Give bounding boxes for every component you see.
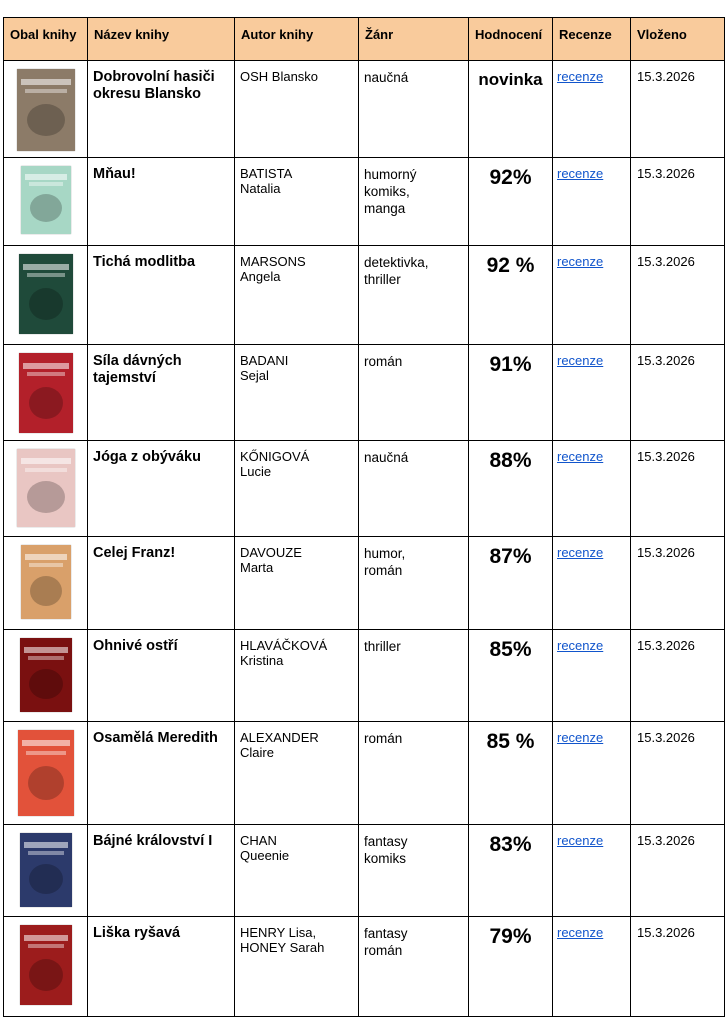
- book-author: [235, 917, 359, 1017]
- fox-crown-cover: [20, 925, 72, 1005]
- review-cell: [553, 630, 631, 722]
- review-cell: [553, 246, 631, 345]
- date-added: 15.3.2026: [631, 246, 725, 345]
- header-date: Vloženo: [631, 18, 725, 61]
- cover-cell: [4, 630, 88, 722]
- book-cover-image: [20, 925, 72, 1005]
- book-author: [235, 61, 359, 158]
- book-title: Síla dávných tajemství: [88, 345, 235, 441]
- book-title: Tichá modlitba: [88, 246, 235, 345]
- author-line: DAVOUZE: [240, 545, 302, 560]
- review-cell: [553, 345, 631, 441]
- author-line: MARSONS: [240, 254, 306, 269]
- genre-line: manga: [364, 201, 406, 216]
- book-title: Mňau!: [88, 158, 235, 246]
- author-line: ALEXANDER: [240, 730, 319, 745]
- table-row: [4, 630, 725, 722]
- review-link[interactable]: recenze: [557, 545, 604, 560]
- author-line: Queenie: [240, 848, 290, 863]
- book-title: Osamělá Meredith: [88, 722, 235, 825]
- book-title: Bájné království I: [88, 825, 235, 917]
- book-genre: [359, 537, 469, 630]
- book-rating: 91%: [469, 345, 553, 441]
- table-row: [4, 158, 725, 246]
- header-author: Autor knihy: [235, 18, 359, 61]
- book-author: [235, 158, 359, 246]
- book-cover-image: [20, 833, 72, 907]
- review-link[interactable]: recenze: [557, 166, 604, 181]
- table-row: [4, 61, 725, 158]
- sword-cover: [20, 638, 72, 712]
- book-author: [235, 345, 359, 441]
- cover-cell: [4, 345, 88, 441]
- genre-line: thriller: [364, 639, 401, 654]
- cover-cell: [4, 917, 88, 1017]
- author-line: KŐNIGOVÁ: [240, 449, 310, 464]
- table-row: [4, 917, 725, 1017]
- dark-thriller-cover: [19, 254, 73, 334]
- review-cell: [553, 825, 631, 917]
- genre-line: detektivka,: [364, 255, 429, 270]
- review-link[interactable]: recenze: [557, 638, 604, 653]
- header-genre: Žánr: [359, 18, 469, 61]
- cover-cell: [4, 722, 88, 825]
- author-line: BADANI: [240, 353, 289, 368]
- genre-line: román: [364, 563, 403, 578]
- book-rating: 92 %: [469, 246, 553, 345]
- table-row: [4, 537, 725, 630]
- table-row: [4, 345, 725, 441]
- author-line: Kristina: [240, 653, 284, 668]
- book-genre: [359, 441, 469, 537]
- date-added: 15.3.2026: [631, 722, 725, 825]
- review-cell: [553, 61, 631, 158]
- header-rating: Hodnocení: [469, 18, 553, 61]
- date-added: 15.3.2026: [631, 61, 725, 158]
- review-cell: [553, 441, 631, 537]
- book-rating: 88%: [469, 441, 553, 537]
- date-added: 15.3.2026: [631, 441, 725, 537]
- book-rating: novinka: [469, 61, 553, 158]
- book-rating: 79%: [469, 917, 553, 1017]
- date-added: 15.3.2026: [631, 345, 725, 441]
- author-line: Claire: [240, 745, 274, 760]
- cover-cell: [4, 61, 88, 158]
- author-line: BATISTA: [240, 166, 293, 181]
- header-title: Název knihy: [88, 18, 235, 61]
- cover-cell: [4, 246, 88, 345]
- date-added: 15.3.2026: [631, 917, 725, 1017]
- book-cover-image: [18, 730, 74, 816]
- table-row: [4, 722, 725, 825]
- genre-line: naučná: [364, 70, 409, 85]
- book-cover-image: [21, 166, 71, 234]
- author-line: Lucie: [240, 464, 272, 479]
- cover-cell: [4, 825, 88, 917]
- genre-line: román: [364, 943, 403, 958]
- book-genre: [359, 917, 469, 1017]
- table-row: [4, 246, 725, 345]
- date-added: 15.3.2026: [631, 158, 725, 246]
- review-cell: [553, 158, 631, 246]
- date-added: 15.3.2026: [631, 630, 725, 722]
- books-table: [3, 17, 725, 1017]
- review-link[interactable]: recenze: [557, 730, 604, 745]
- review-cell: [553, 722, 631, 825]
- review-link[interactable]: recenze: [557, 69, 604, 84]
- book-rating: 83%: [469, 825, 553, 917]
- book-rating: 87%: [469, 537, 553, 630]
- cover-cell: [4, 441, 88, 537]
- author-line: Angela: [240, 269, 281, 284]
- author-line: HLAVÁČKOVÁ: [240, 638, 328, 653]
- meredith-cover: [18, 730, 74, 816]
- manga-cats-cover: [21, 166, 71, 234]
- book-genre: [359, 722, 469, 825]
- book-author: [235, 441, 359, 537]
- review-cell: [553, 537, 631, 630]
- genre-line: humor,: [364, 546, 406, 561]
- book-cover-image: [20, 638, 72, 712]
- book-author: [235, 246, 359, 345]
- books-body: [4, 61, 725, 1017]
- table-row: [4, 441, 725, 537]
- book-title: Liška ryšavá: [88, 917, 235, 1017]
- book-title: Ohnivé ostří: [88, 630, 235, 722]
- genre-line: humorný: [364, 167, 417, 182]
- review-link[interactable]: recenze: [557, 925, 604, 940]
- book-author: [235, 825, 359, 917]
- book-rating: 85%: [469, 630, 553, 722]
- author-line: OSH Blansko: [240, 69, 319, 84]
- book-title: Dobrovolní hasiči okresu Blansko: [88, 61, 235, 158]
- review-link[interactable]: recenze: [557, 833, 604, 848]
- review-link[interactable]: recenze: [557, 353, 604, 368]
- author-line: Natalia: [240, 181, 281, 196]
- author-line: Sejal: [240, 368, 269, 383]
- book-author: [235, 537, 359, 630]
- book-genre: [359, 61, 469, 158]
- yoga-cover: [17, 449, 75, 527]
- book-author: [235, 722, 359, 825]
- book-genre: [359, 825, 469, 917]
- cover-cell: [4, 537, 88, 630]
- orange-cover: [21, 545, 71, 619]
- genre-line: román: [364, 731, 403, 746]
- author-line: HONEY Sarah: [240, 940, 325, 955]
- author-line: CHAN: [240, 833, 277, 848]
- author-line: Marta: [240, 560, 274, 575]
- header-cover: Obal knihy: [4, 18, 88, 61]
- book-genre: [359, 158, 469, 246]
- book-cover-image: [21, 545, 71, 619]
- book-title: Celej Franz!: [88, 537, 235, 630]
- book-cover-image: [19, 353, 73, 433]
- genre-line: komiks,: [364, 184, 410, 199]
- books-stack-cover: [19, 353, 73, 433]
- book-rating: 92%: [469, 158, 553, 246]
- header-row: [4, 18, 725, 61]
- date-added: 15.3.2026: [631, 537, 725, 630]
- cover-cell: [4, 158, 88, 246]
- book-genre: [359, 345, 469, 441]
- book-author: [235, 630, 359, 722]
- header-review: Recenze: [553, 18, 631, 61]
- book-cover-image: [17, 69, 75, 151]
- table-row: [4, 825, 725, 917]
- genre-line: naučná: [364, 450, 409, 465]
- book-rating: 85 %: [469, 722, 553, 825]
- book-genre: [359, 246, 469, 345]
- author-line: HENRY Lisa,: [240, 925, 317, 940]
- date-added: 15.3.2026: [631, 825, 725, 917]
- book-title: Jóga z obýváku: [88, 441, 235, 537]
- genre-line: komiks: [364, 851, 407, 866]
- review-link[interactable]: recenze: [557, 449, 604, 464]
- review-link[interactable]: recenze: [557, 254, 604, 269]
- book-cover-image: [17, 449, 75, 527]
- genre-line: fantasy: [364, 926, 408, 941]
- book-genre: [359, 630, 469, 722]
- fire-truck-cover: [17, 69, 75, 151]
- fantasy-comic-cover: [20, 833, 72, 907]
- genre-line: román: [364, 354, 403, 369]
- book-cover-image: [19, 254, 73, 334]
- review-cell: [553, 917, 631, 1017]
- genre-line: thriller: [364, 272, 401, 287]
- genre-line: fantasy: [364, 834, 408, 849]
